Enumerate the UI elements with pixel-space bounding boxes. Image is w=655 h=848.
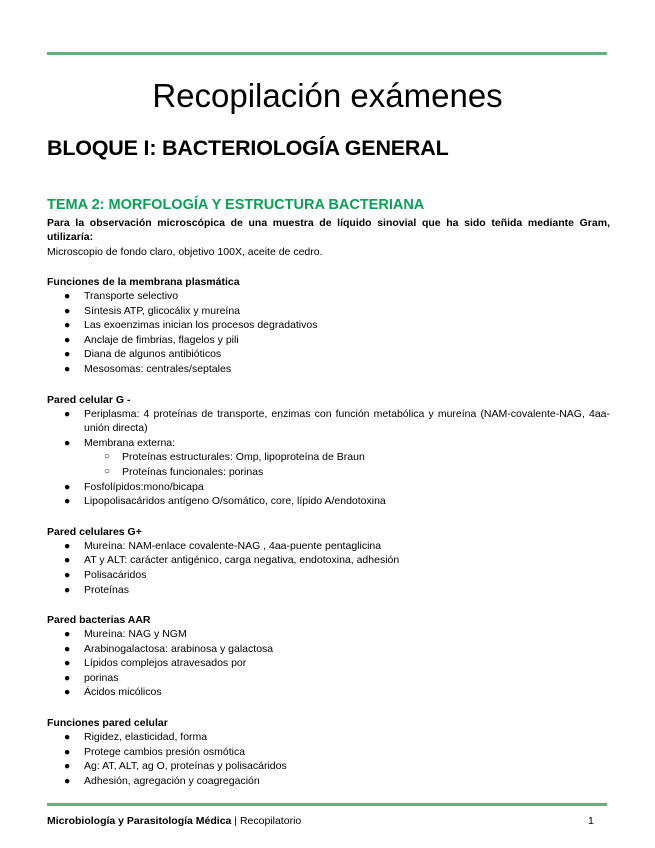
bullet-icon: ● <box>64 495 71 508</box>
bullet-icon: ● <box>64 583 71 596</box>
bullet-icon: ● <box>64 480 71 493</box>
bullet-icon: ● <box>64 319 71 332</box>
list-item-text: Las exoenzimas inician los procesos degradativos <box>84 319 318 332</box>
list-item <box>47 583 610 598</box>
list-item <box>47 759 610 774</box>
list-item <box>47 730 610 745</box>
page-content <box>47 196 610 788</box>
footer <box>47 815 301 827</box>
bullet-icon: ● <box>64 657 71 670</box>
exam-answer: Microscopio de fondo claro, objetivo 100X, aceite de cedro. <box>47 246 323 258</box>
list-item-text: Adhesión, agregación y coagregación <box>84 774 260 787</box>
bullet-icon: ● <box>64 760 71 773</box>
section-heading-aar: Pared bacterias AAR <box>47 614 151 627</box>
list-pared <box>47 730 610 788</box>
bullet-icon: ● <box>64 774 71 787</box>
list-item-text: Síntesis ATP, glicocálix y mureína <box>84 304 241 317</box>
footer-rule <box>47 803 607 806</box>
list-item-text: Proteínas funcionales: porinas <box>122 465 264 478</box>
list-item-text: Polisacáridos <box>84 568 147 581</box>
list-item-text: Periplasma: 4 proteínas de transporte, enzimas con función metabólica y mureína (NAM-covalente-NAG, 4aa-unión directa) <box>84 407 610 435</box>
bullet-icon: ● <box>64 642 71 655</box>
list-item <box>47 347 610 362</box>
bullet-icon: ● <box>64 539 71 552</box>
list-item-text: Arabinogalactosa: arabinosa y galactosa <box>84 642 274 655</box>
list-item <box>47 627 610 642</box>
list-item <box>47 318 610 333</box>
bullet-icon: ● <box>64 686 71 699</box>
bullet-icon: ● <box>64 407 71 420</box>
bullet-icon: ● <box>64 362 71 375</box>
footer-separator: | <box>231 815 240 827</box>
bullet-icon: ● <box>64 628 71 641</box>
bullet-icon: ● <box>64 554 71 567</box>
list-item <box>47 333 610 348</box>
list-item <box>47 494 610 509</box>
exam-question: Para la observación microscópica de una muestra de líquido sinovial que ha sido teñida mediante Gram, utilizaría: <box>47 217 610 243</box>
list-aar <box>47 627 610 700</box>
list-item-text: Fosfolípidos:mono/bicapa <box>84 480 204 493</box>
list-item <box>47 568 610 583</box>
list-item <box>47 436 610 451</box>
list-item <box>47 480 610 495</box>
list-gpos <box>47 539 610 597</box>
bullet-icon: ● <box>64 731 71 744</box>
list-item <box>47 656 610 671</box>
section-heading-gpos: Pared celulares G+ <box>47 525 142 538</box>
section-heading-gneg: Pared celular G - <box>47 393 131 406</box>
list-item <box>47 642 610 657</box>
list-item-text: Ag: AT, ALT, ag O, proteínas y polisacáridos <box>84 760 287 773</box>
list-item-text: Mesosomas: centrales/septales <box>84 362 232 375</box>
list-item <box>47 553 610 568</box>
list-gneg <box>47 407 610 509</box>
list-item <box>47 539 610 554</box>
list-item-text: Lipopolisacáridos antígeno O/somático, core, lípido A/endotoxina <box>84 495 386 508</box>
page-number: 1 <box>588 815 594 827</box>
page-title: Recopilación exámenes <box>152 77 503 114</box>
bullet-icon: ● <box>64 333 71 346</box>
list-item-text: Mureína: NAG y NGM <box>84 628 187 641</box>
hollow-bullet-icon: ○ <box>104 465 111 477</box>
list-item-text: Lípidos complejos atravesados por <box>84 657 247 670</box>
list-item-text: porinas <box>84 671 119 684</box>
bullet-icon: ● <box>64 671 71 684</box>
list-item-text: Anclaje de fimbrias, flagelos y pili <box>84 333 239 346</box>
sub-list-item <box>47 450 610 465</box>
list-item <box>47 774 610 789</box>
sub-list-item <box>47 465 610 480</box>
list-item <box>47 685 610 700</box>
list-item-text: Membrana externa: <box>84 436 176 449</box>
bullet-icon: ● <box>64 348 71 361</box>
list-item-text: AT y ALT: carácter antigénico, carga negativa, endotoxina, adhesión <box>84 554 400 567</box>
list-item <box>47 289 610 304</box>
list-item <box>47 304 610 319</box>
list-item <box>47 671 610 686</box>
bullet-icon: ● <box>64 745 71 758</box>
section-heading-pared: Funciones pared celular <box>47 717 168 730</box>
list-item-text: Proteínas <box>84 583 129 596</box>
bullet-icon: ● <box>64 568 71 581</box>
header-rule <box>47 52 607 55</box>
list-item-text: Ácidos micólicos <box>84 686 162 699</box>
list-membrana <box>47 289 610 377</box>
footer-course: Microbiología y Parasitología Médica <box>47 815 232 827</box>
list-item-text: Diana de algunos antibióticos <box>84 348 222 361</box>
bullet-icon: ● <box>64 436 71 449</box>
tema-heading: TEMA 2: MORFOLOGÍA Y ESTRUCTURA BACTERIANA <box>47 197 425 213</box>
list-item-text: Rigidez, elasticidad, forma <box>84 731 208 744</box>
list-item <box>47 362 610 377</box>
list-item-text: Mureína: NAM-enlace covalente-NAG , 4aa-puente pentaglicina <box>84 539 382 552</box>
list-item <box>47 407 610 436</box>
bullet-icon: ● <box>64 304 71 317</box>
list-item-text: Protege cambios presión osmótica <box>84 745 246 758</box>
list-item-text: Proteínas estructurales: Omp, lipoproteína de Braun <box>122 451 365 464</box>
list-item-text: Transporte selectivo <box>84 290 179 302</box>
list-item <box>47 745 610 760</box>
bullet-icon: ● <box>64 290 71 302</box>
bloque-heading: BLOQUE I: BACTERIOLOGÍA GENERAL <box>47 136 449 160</box>
hollow-bullet-icon: ○ <box>104 451 111 463</box>
section-heading-membrana: Funciones de la membrana plasmática <box>47 276 240 288</box>
footer-doc: Recopilatorio <box>239 815 302 827</box>
